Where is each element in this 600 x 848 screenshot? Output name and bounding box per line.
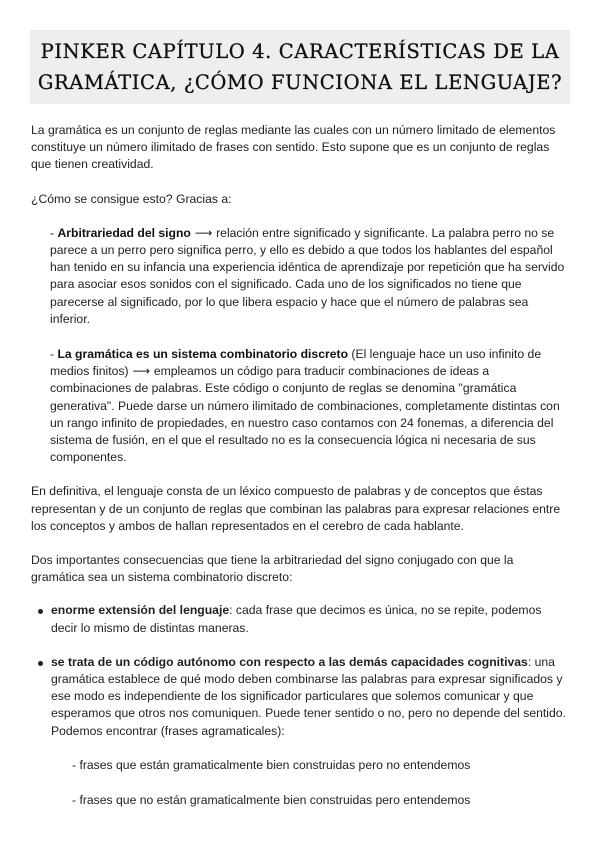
sub-list-item: - frases que están gramaticalmente bien construidas pero no entendemos (72, 757, 471, 772)
arrow-icon: ⟶ (190, 225, 217, 240)
bullet-icon (38, 661, 43, 666)
bullet-text: : cada frase que decimos es única, no se repite, podemos decir lo mismo de distintas maneras. (51, 603, 542, 635)
item-text: relación entre significado y significante. La palabra perro no se parece a un perro pero significa perro, y ello es debido a que todos los hablantes del español han tenido en su infancia una experiencia idéntica de aprendizaje por repetición que ha servido para asociar esos sonidos con el significado. Cada uno de los significados no tiene que parecerse al significado, por lo que libera espacio y hace que el número de palabras sea inferior. (50, 225, 565, 326)
bullet-icon (38, 609, 43, 614)
conclusion-paragraph: En definitiva, el lenguaje consta de un léxico compuesto de palabras y de conceptos que éstas representan y de un conjunto de reglas que combinan las palabras para expresar relaciones entre los conceptos y ambos de hallan representados en el cerebro de cada hablante. (31, 484, 561, 533)
bullet-text: : una gramática establece de qué modo deben combinarse las palabras para expresar significados y ese modo es independiente de los significador particulares que solemos comunicar y que esperamos que otros nos comuniquen. Puede tener sentido o no, pero no depende del sentido. Podemos encontrar (frases agramaticales): (51, 654, 566, 738)
bullet-list (31, 602, 570, 739)
document-body (31, 122, 570, 809)
item-text: empleamos un código para traducir combinaciones de ideas a combinaciones de palabras. Este código o conjunto de reglas se denomina "gramática generativa". Puede darse un número ilimitado de combinaciones, completamente distintas con un rango infinito de propiedades, en nuestro caso contamos con 24 fonemas, a diferencia del sistema de fusión, en el que el resultado no es la consecuencia lógica ni necesaria de sus componentes. (50, 364, 560, 465)
title-banner (30, 30, 570, 104)
bullet-item (31, 654, 570, 740)
arrow-icon: ⟶ (128, 364, 154, 379)
bullet-heading: se trata de un código autónomo con respecto a las demás capacidades cognitivas (51, 654, 528, 669)
item-heading: Arbitrariedad del signo (57, 225, 191, 240)
sub-list-item: - frases que no están gramaticalmente bien construidas pero entendemos (72, 793, 471, 808)
list-item (50, 225, 570, 328)
item-heading: La gramática es un sistema combinatorio discreto (57, 347, 349, 362)
item-note: (El lenguaje hace un uso infinito de medios finitos) (50, 347, 542, 379)
consequences-paragraph: Dos importantes consecuencias que tiene la arbitrariedad del signo conjugado con que la gramática sea un sistema combinatorio discreto: (31, 553, 514, 585)
bullet-item (31, 602, 570, 636)
list-item (50, 346, 570, 466)
bullet-heading: enorme extensión del lenguaje (51, 603, 230, 618)
item-prefix: - (50, 225, 58, 240)
page-title: PINKER CAPÍTULO 4. CARACTERÍSTICAS DE LA GRAMÁTICA, ¿CÓMO FUNCIONA EL LENGUAJE? (37, 40, 563, 94)
item-prefix: - (50, 347, 58, 362)
question-paragraph: ¿Cómo se consigue esto? Gracias a: (31, 191, 232, 206)
intro-paragraph: La gramática es un conjunto de reglas mediante las cuales con un número limitado de elementos constituye un número ilimitado de frases con sentido. Esto supone que es un conjunto de reglas que tienen creatividad. (31, 123, 556, 172)
